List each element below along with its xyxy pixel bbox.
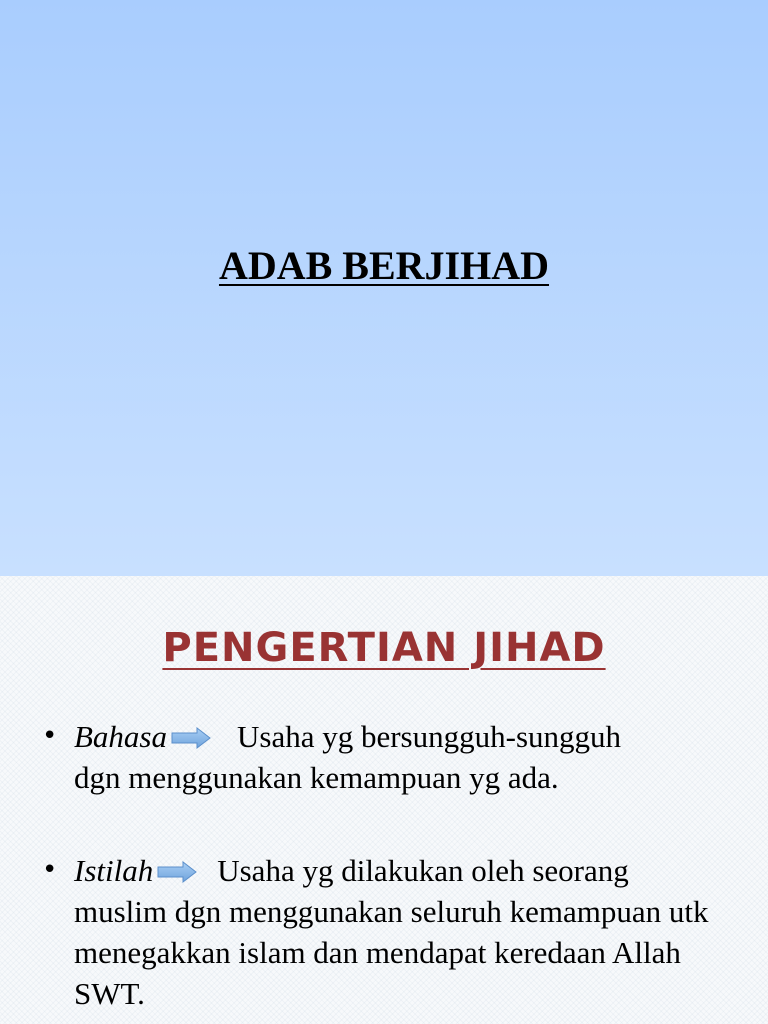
- bullet-icon: •: [42, 855, 58, 885]
- slide-definition-heading: PENGERTIAN JIHAD: [162, 625, 606, 671]
- definition-list: [42, 716, 742, 1014]
- list-item-istilah: [42, 850, 742, 1014]
- slide-title-heading: ADAB BERJIHAD: [218, 243, 550, 288]
- term-label: Bahasa: [74, 719, 167, 754]
- right-arrow-icon: [171, 727, 211, 749]
- term-label: Istilah: [74, 853, 154, 888]
- definition-line1: Usaha yg dilakukan oleh seorang: [217, 853, 629, 888]
- definition-rest: muslim dgn menggunakan seluruh kemampuan utk menegakkan islam dan mendapat keredaan Allah SWT.: [74, 894, 709, 1011]
- list-item-bahasa: [42, 716, 742, 798]
- slide-definition: [0, 576, 768, 1024]
- definition-rest: dgn menggunakan kemampuan yg ada.: [74, 760, 559, 795]
- bullet-icon: •: [42, 721, 58, 751]
- definition-line1: Usaha yg bersungguh-sungguh: [237, 719, 622, 754]
- right-arrow-icon: [157, 861, 197, 883]
